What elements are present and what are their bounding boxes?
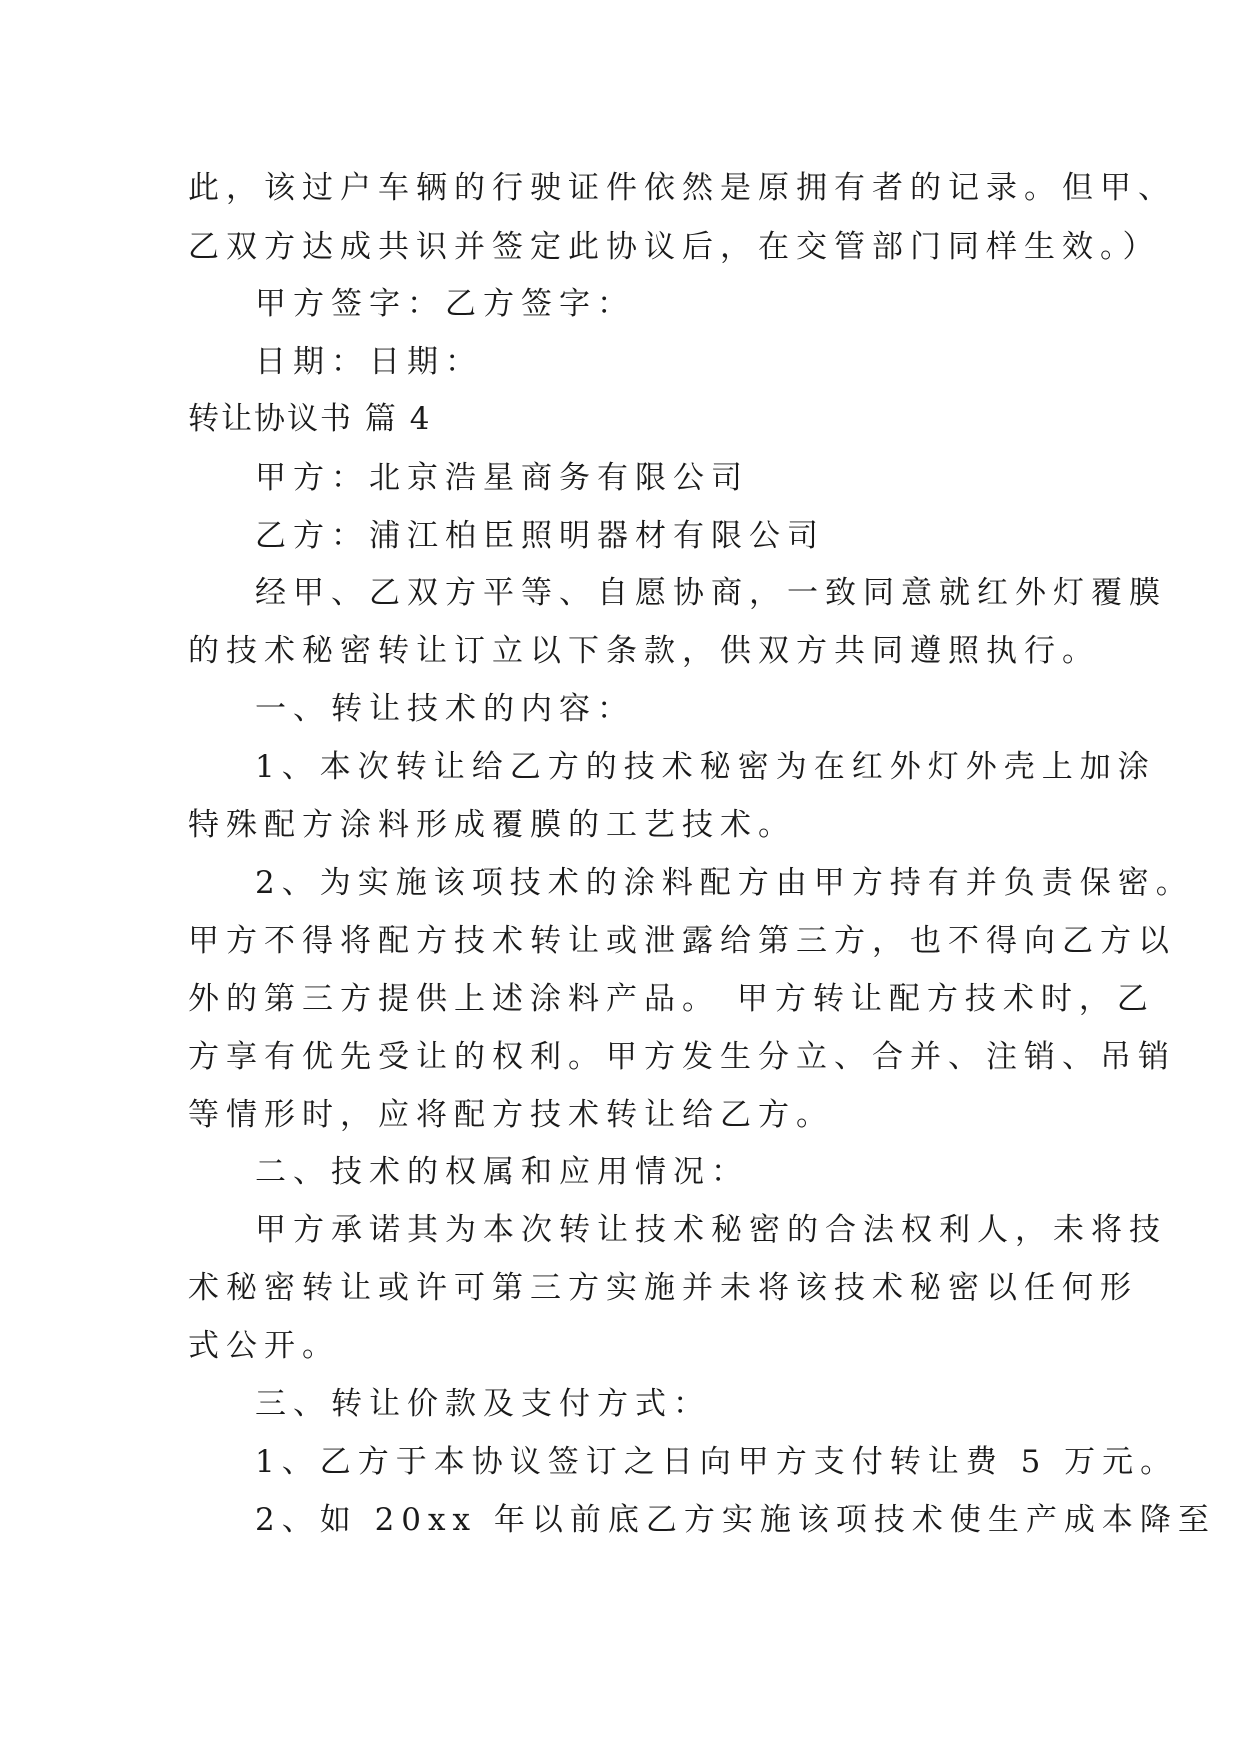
clause-heading: 三、转让价款及支付方式： bbox=[255, 1386, 711, 1422]
paragraph-line: 术秘密转让或许可第三方实施并未将该技术秘密以任何形 bbox=[188, 1270, 1138, 1306]
paragraph-line: 等情形时，应将配方技术转让给乙方。 bbox=[188, 1097, 834, 1133]
paragraph-line: 方享有优先受让的权利。甲方发生分立、合并、注销、吊销 bbox=[188, 1039, 1176, 1075]
section-heading: 转让协议书 篇 4 bbox=[188, 401, 432, 437]
paragraph-line: 2、为实施该项技术的涂料配方由甲方持有并负责保密。 bbox=[255, 865, 1194, 901]
clause-heading: 一、转让技术的内容： bbox=[255, 691, 635, 727]
paragraph-line: 甲方承诺其为本次转让技术秘密的合法权利人，未将技 bbox=[255, 1212, 1167, 1248]
paragraph-line: 特殊配方涂料形成覆膜的工艺技术。 bbox=[188, 807, 796, 843]
date-line: 日期：日期： bbox=[255, 344, 483, 380]
paragraph-line: 1、乙方于本协议签订之日向甲方支付转让费 5 万元。 bbox=[255, 1444, 1179, 1480]
paragraph-line: 外的第三方提供上述涂料产品。 甲方转让配方技术时，乙 bbox=[188, 981, 1155, 1017]
party-a-line: 甲方：北京浩星商务有限公司 bbox=[255, 460, 749, 496]
paragraph-line: 的技术秘密转让订立以下条款，供双方共同遵照执行。 bbox=[188, 633, 1100, 669]
paragraph-line: 2、如 20xx 年以前底乙方实施该项技术使生产成本降至 bbox=[255, 1502, 1216, 1538]
paragraph-line: 乙双方达成共识并签定此协议后，在交管部门同样生效。） bbox=[188, 229, 1161, 265]
party-b-line: 乙方：浦江柏臣照明器材有限公司 bbox=[255, 518, 825, 554]
paragraph-line: 1、本次转让给乙方的技术秘密为在红外灯外壳上加涂 bbox=[255, 749, 1156, 785]
paragraph-line: 式公开。 bbox=[188, 1328, 340, 1364]
paragraph-line: 此，该过户车辆的行驶证件依然是原拥有者的记录。但甲、 bbox=[188, 170, 1176, 206]
paragraph-line: 经甲、乙双方平等、自愿协商，一致同意就红外灯覆膜 bbox=[255, 575, 1167, 611]
paragraph-line: 甲方不得将配方技术转让或泄露给第三方，也不得向乙方以 bbox=[188, 923, 1176, 959]
clause-heading: 二、技术的权属和应用情况： bbox=[255, 1154, 749, 1190]
signature-line: 甲方签字：乙方签字： bbox=[255, 286, 635, 322]
